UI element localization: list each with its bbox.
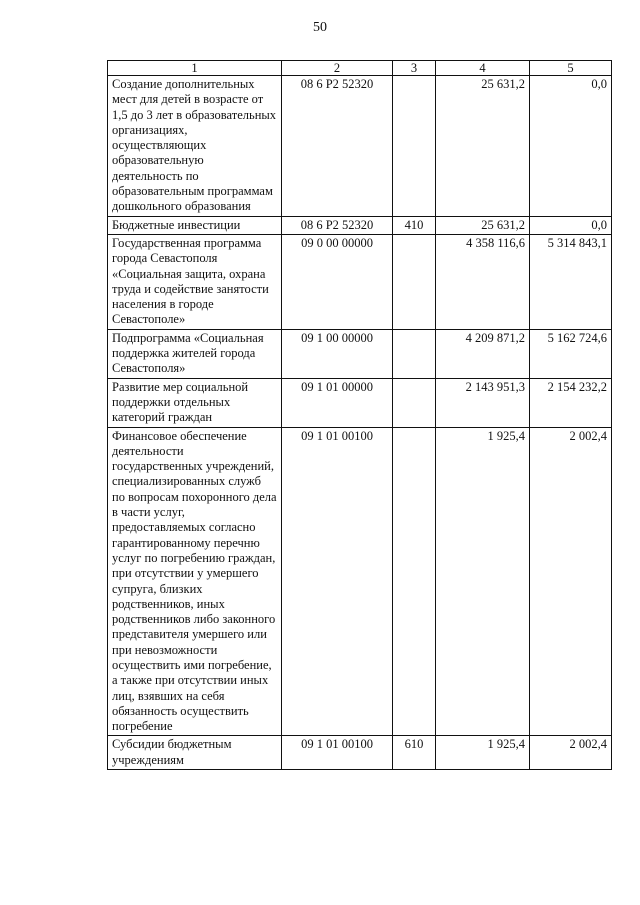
row-type xyxy=(393,234,436,329)
table-row xyxy=(108,216,612,234)
row-value-1: 1 925,4 xyxy=(436,736,530,770)
row-value-2: 2 002,4 xyxy=(530,427,612,736)
row-value-2: 2 002,4 xyxy=(530,736,612,770)
column-header-5: 5 xyxy=(530,61,612,76)
table-header-row xyxy=(108,61,612,76)
row-value-2: 0,0 xyxy=(530,76,612,217)
column-header-2: 2 xyxy=(282,61,393,76)
column-header-4: 4 xyxy=(436,61,530,76)
row-name: Субсидии бюджетным учреждениям xyxy=(108,736,282,770)
row-type xyxy=(393,378,436,427)
row-type: 410 xyxy=(393,216,436,234)
row-name: Бюджетные инвестиции xyxy=(108,216,282,234)
row-type: 610 xyxy=(393,736,436,770)
table-row xyxy=(108,378,612,427)
page-number: 50 xyxy=(313,20,327,35)
row-type xyxy=(393,427,436,736)
row-value-1: 4 358 116,6 xyxy=(436,234,530,329)
row-value-1: 25 631,2 xyxy=(436,216,530,234)
row-code: 08 6 P2 52320 xyxy=(282,76,393,217)
row-name: Государственная программа города Севастополя «Социальная защита, охрана труда и содействие занятости населения в городе Севастополе» xyxy=(108,234,282,329)
row-name: Финансовое обеспечение деятельности государственных учреждений, специализированных служб по вопросам похоронного дела в части услуг, предоставляемых согласно гарантированному перечню услуг по погребению граждан, при отсутствии у умершего супруга, близких родственников, иных родственников либо законного представителя умершего или при невозможности осуществить ими погребение, а также при отсутствии иных лиц, взявших на себя обязанность осуществить погребение xyxy=(108,427,282,736)
table-row xyxy=(108,329,612,378)
table-row xyxy=(108,76,612,217)
column-header-1: 1 xyxy=(108,61,282,76)
row-type xyxy=(393,76,436,217)
row-value-2: 2 154 232,2 xyxy=(530,378,612,427)
row-value-2: 5 314 843,1 xyxy=(530,234,612,329)
row-value-1: 4 209 871,2 xyxy=(436,329,530,378)
row-value-2: 5 162 724,6 xyxy=(530,329,612,378)
row-value-1: 1 925,4 xyxy=(436,427,530,736)
row-name: Создание дополнительных мест для детей в возрасте от 1,5 до 3 лет в образовательных организациях, осуществляющих образовательную деятельность по образовательным программам дошкольного образования xyxy=(108,76,282,217)
row-code: 09 1 01 00100 xyxy=(282,736,393,770)
row-code: 09 1 00 00000 xyxy=(282,329,393,378)
row-value-1: 2 143 951,3 xyxy=(436,378,530,427)
table-row xyxy=(108,427,612,736)
row-code: 09 0 00 00000 xyxy=(282,234,393,329)
row-name: Развитие мер социальной поддержки отдельных категорий граждан xyxy=(108,378,282,427)
row-code: 09 1 01 00000 xyxy=(282,378,393,427)
row-code: 09 1 01 00100 xyxy=(282,427,393,736)
row-value-2: 0,0 xyxy=(530,216,612,234)
table-row xyxy=(108,736,612,770)
row-value-1: 25 631,2 xyxy=(436,76,530,217)
budget-table xyxy=(107,60,612,770)
table-row xyxy=(108,234,612,329)
column-header-3: 3 xyxy=(393,61,436,76)
row-code: 08 6 P2 52320 xyxy=(282,216,393,234)
row-type xyxy=(393,329,436,378)
row-name: Подпрограмма «Социальная поддержка жителей города Севастополя» xyxy=(108,329,282,378)
